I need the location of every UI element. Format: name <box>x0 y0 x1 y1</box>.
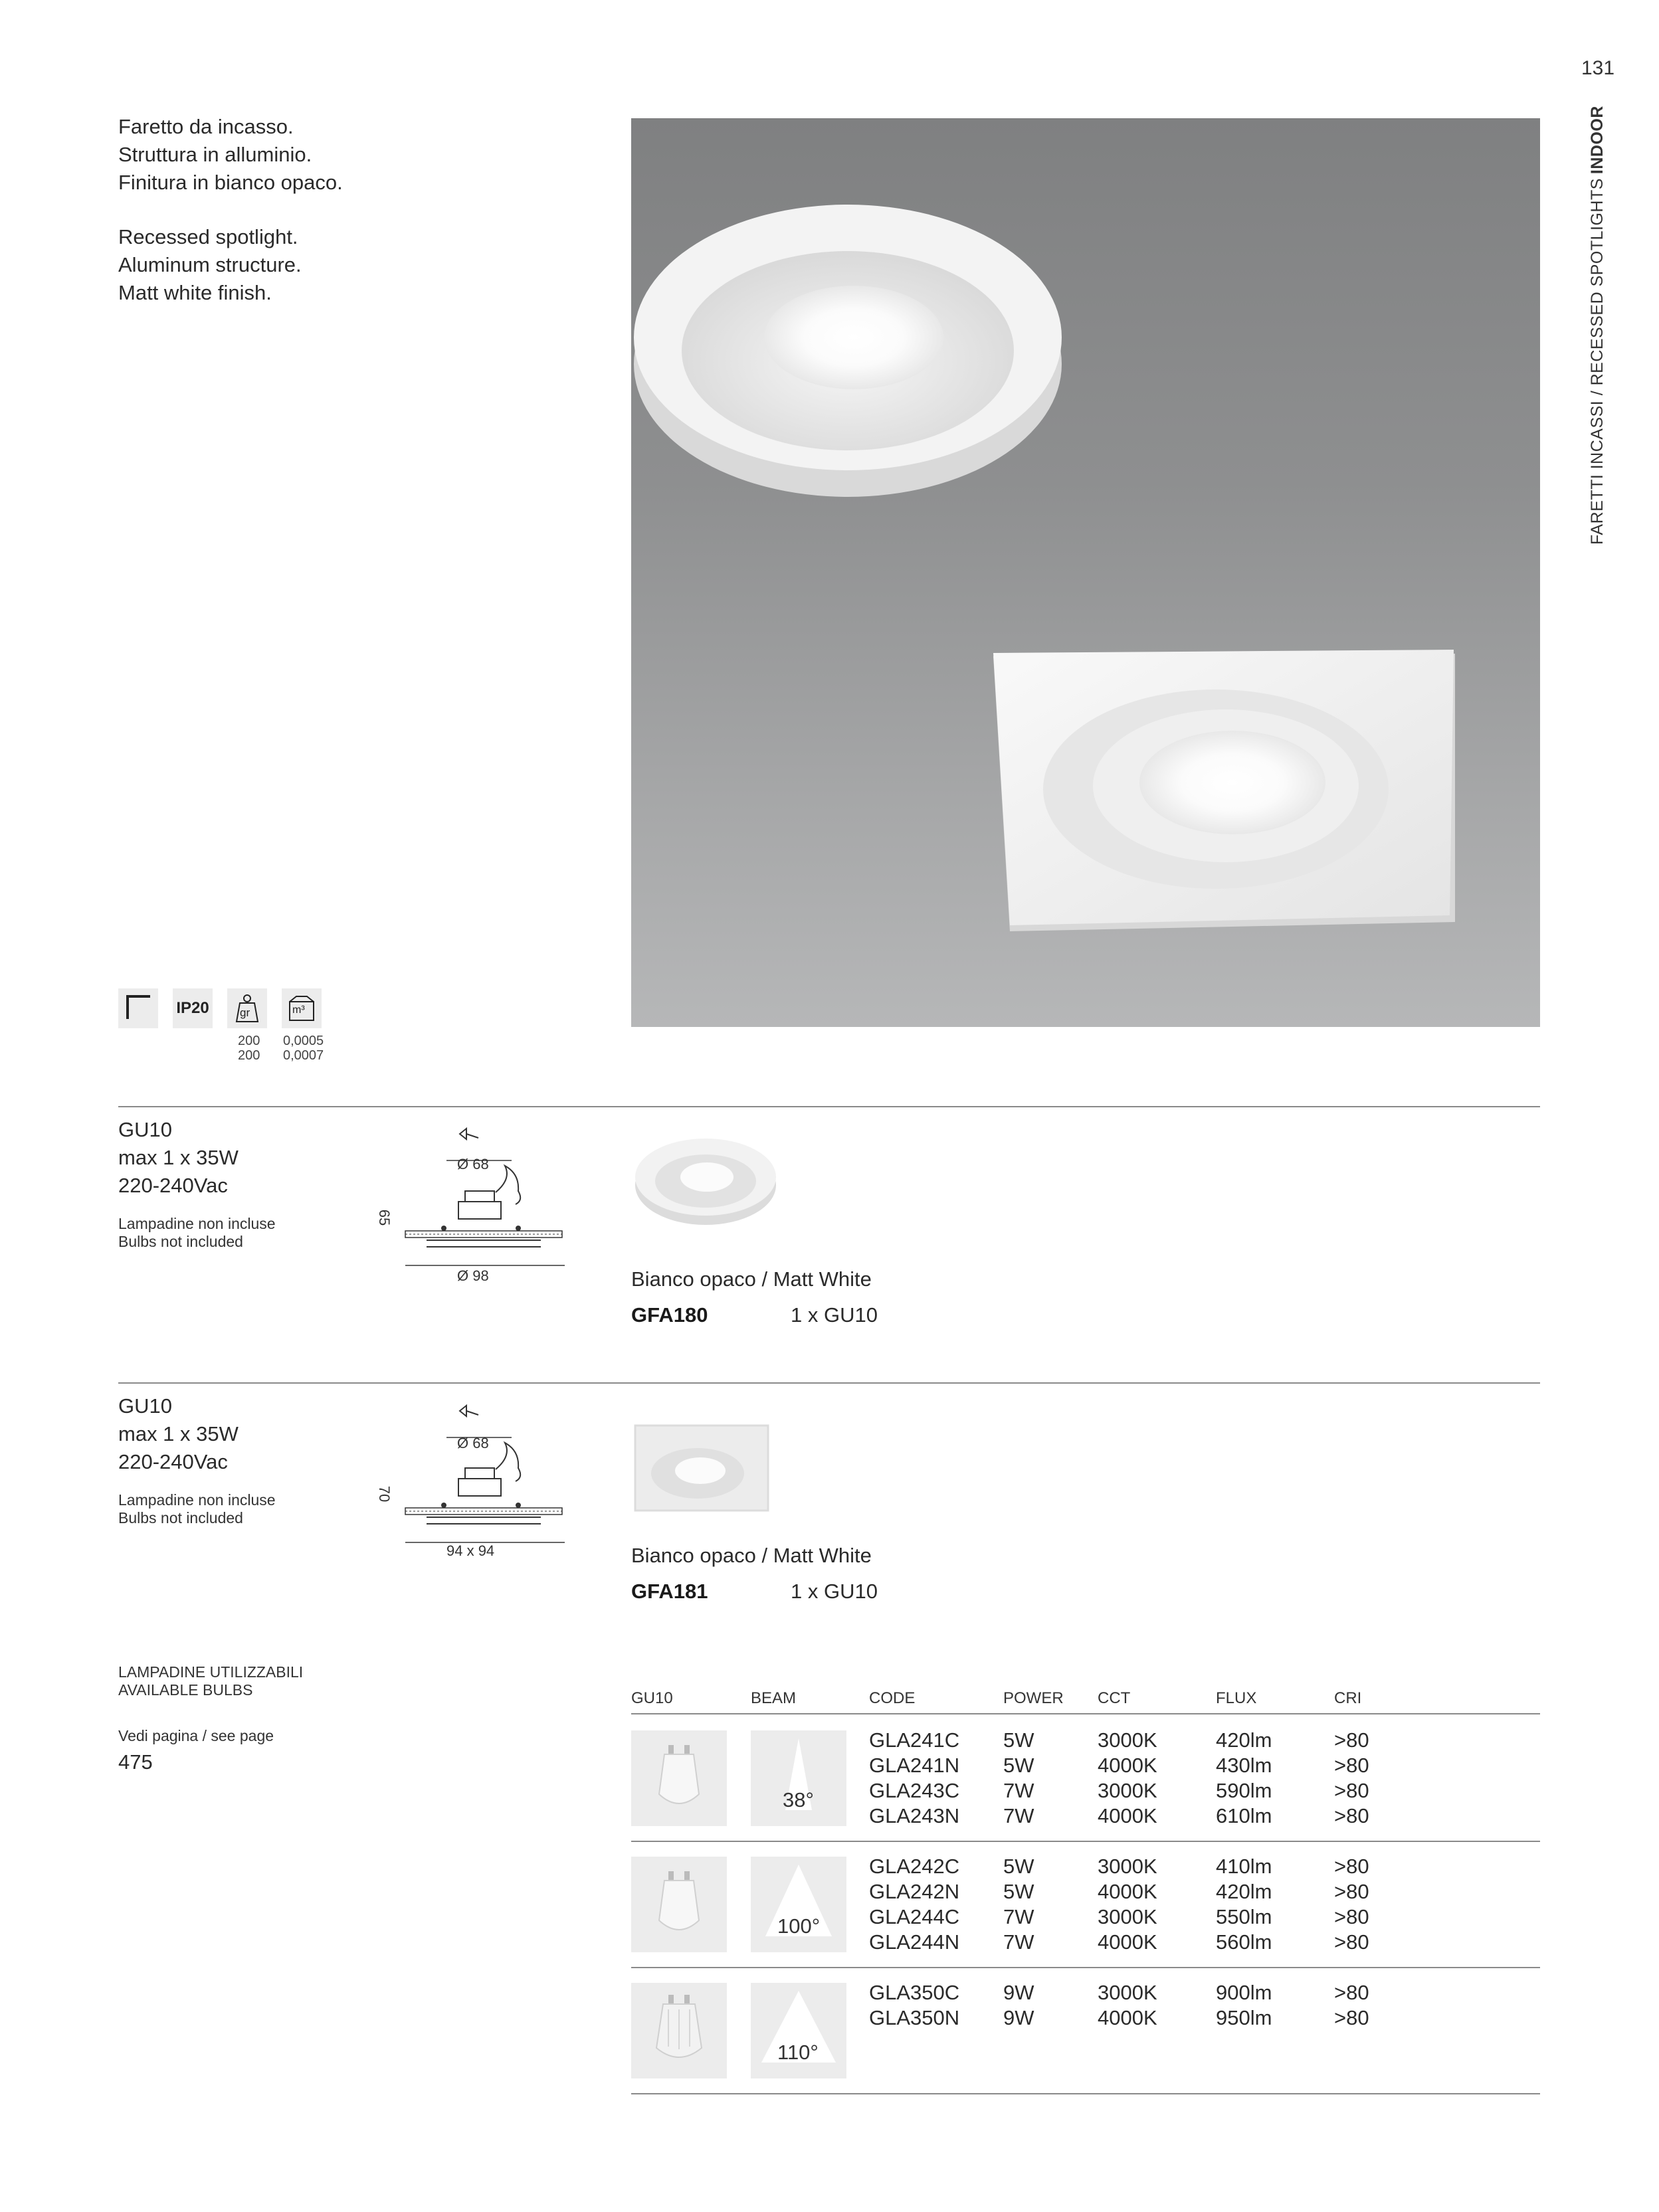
technical-drawing <box>379 1126 591 1285</box>
bulb-image <box>631 1730 727 1826</box>
bulb-power: 5W <box>1003 1880 1034 1903</box>
bulb-code: GLA243N <box>869 1804 960 1827</box>
product-description <box>118 113 343 307</box>
beam-angle-label: 110° <box>777 2041 819 2064</box>
side-tab-section: INDOOR <box>1588 106 1607 175</box>
dim-height: 70 <box>376 1485 393 1503</box>
bulb-cct: 3000K <box>1098 1728 1157 1752</box>
lamp-quantity: 1 x GU10 <box>791 1303 878 1327</box>
socket-type: GU10 <box>118 1118 172 1141</box>
bulb-code: GLA350N <box>869 2006 960 2029</box>
bulb-cct: 4000K <box>1098 1930 1157 1954</box>
col-header-beam: BEAM <box>751 1689 797 1707</box>
bulb-flux: 550lm <box>1216 1905 1272 1928</box>
finish-label: Bianco opaco / Matt White <box>631 1544 872 1567</box>
max-power: max 1 x 35W <box>118 1146 239 1169</box>
bulb-code: GLA242N <box>869 1880 960 1903</box>
bulb-code: GLA244C <box>869 1905 960 1928</box>
bulb-cct: 3000K <box>1098 1779 1157 1802</box>
bulb-flux: 610lm <box>1216 1804 1272 1827</box>
bulb-flux: 590lm <box>1216 1779 1272 1802</box>
product-code: GFA181 <box>631 1580 708 1603</box>
bulb-code: GLA244N <box>869 1930 960 1954</box>
desc-en-line: Aluminum structure. <box>118 253 302 276</box>
volume-value: 0,0005 <box>283 1034 324 1048</box>
product-hero-photo <box>631 118 1540 1027</box>
table-row-divider <box>631 1841 1540 1842</box>
section-side-tab <box>1588 80 1617 545</box>
bulb-flux: 420lm <box>1216 1880 1272 1903</box>
col-header-gu10: GU10 <box>631 1689 673 1707</box>
section-divider <box>118 1106 1540 1107</box>
dim-bottom: 94 x 94 <box>446 1542 495 1559</box>
product-thumbnail-square <box>631 1422 773 1515</box>
bulb-powers <box>1003 1980 1034 2031</box>
side-tab-category: FARETTI INCASSI / RECESSED SPOTLIGHTS <box>1588 178 1607 545</box>
bulbs-title-en: AVAILABLE BULBS <box>118 1681 253 1699</box>
bulb-cri: >80 <box>1334 1728 1369 1752</box>
bulb-flux: 950lm <box>1216 2006 1272 2029</box>
bulb-ccts <box>1098 1728 1157 1829</box>
weight-icon-label: gr <box>240 1006 250 1019</box>
page-number: 131 <box>1581 57 1615 79</box>
desc-it-line: Struttura in alluminio. <box>118 143 312 166</box>
table-row-divider <box>631 1967 1540 1968</box>
volume-icon <box>282 988 322 1028</box>
bulbs-title-it: LAMPADINE UTILIZZABILI <box>118 1663 304 1681</box>
bulb-fluxes <box>1216 1980 1272 2031</box>
bulb-cct: 3000K <box>1098 1855 1157 1878</box>
weight-icon <box>227 988 267 1028</box>
weight-value: 200 <box>238 1048 260 1063</box>
bulb-powers <box>1003 1728 1034 1829</box>
bulbs-section-title <box>118 1663 303 1699</box>
bulb-note <box>118 1491 276 1527</box>
bulb-power: 7W <box>1003 1930 1034 1954</box>
weight-value: 200 <box>238 1034 260 1048</box>
bulb-cri: >80 <box>1334 1779 1369 1802</box>
dim-bottom: Ø 98 <box>457 1267 489 1284</box>
bulb-code: GLA241C <box>869 1728 960 1752</box>
voltage: 220-240Vac <box>118 1450 228 1473</box>
dim-top: Ø 68 <box>457 1435 489 1451</box>
ip-rating-badge <box>173 988 213 1028</box>
bulb-note-en: Bulbs not included <box>118 1233 243 1250</box>
bulb-codes <box>869 1854 959 1955</box>
bulb-note <box>118 1215 276 1251</box>
bulb-flux: 430lm <box>1216 1754 1272 1777</box>
bulb-ccts <box>1098 1854 1157 1955</box>
col-header-cri: CRI <box>1334 1689 1362 1707</box>
bulb-cris <box>1334 1980 1369 2031</box>
col-header-power: POWER <box>1003 1689 1064 1707</box>
voltage: 220-240Vac <box>118 1174 228 1197</box>
bulb-cct: 3000K <box>1098 1981 1157 2004</box>
bulb-flux: 410lm <box>1216 1855 1272 1878</box>
desc-it-line: Finitura in bianco opaco. <box>118 171 343 194</box>
bulb-cct: 4000K <box>1098 1880 1157 1903</box>
product-code: GFA180 <box>631 1303 708 1327</box>
desc-it-line: Faretto da incasso. <box>118 115 294 138</box>
table-header-divider <box>631 1713 1540 1714</box>
bulb-fluxes <box>1216 1854 1272 1955</box>
bulb-fluxes <box>1216 1728 1272 1829</box>
bulb-cct: 3000K <box>1098 1905 1157 1928</box>
bulb-power: 9W <box>1003 1981 1034 2004</box>
bulb-note-it: Lampadine non incluse <box>118 1215 276 1232</box>
bulb-codes <box>869 1728 959 1829</box>
bulb-image <box>631 1983 727 2078</box>
bulb-code: GLA242C <box>869 1855 960 1878</box>
bulb-power: 5W <box>1003 1728 1034 1752</box>
bulb-flux: 420lm <box>1216 1728 1272 1752</box>
bulb-cri: >80 <box>1334 1754 1369 1777</box>
table-row-divider <box>631 2093 1540 2094</box>
bulb-code: GLA243C <box>869 1779 960 1802</box>
see-page-label: Vedi pagina / see page <box>118 1727 274 1744</box>
bulb-note-en: Bulbs not included <box>118 1509 243 1526</box>
dim-top: Ø 68 <box>457 1156 489 1172</box>
socket-type: GU10 <box>118 1394 172 1418</box>
beam-angle-label: 100° <box>777 1914 821 1938</box>
bulb-cri: >80 <box>1334 2006 1369 2029</box>
bulb-power: 7W <box>1003 1905 1034 1928</box>
bulb-cri: >80 <box>1334 1905 1369 1928</box>
volume-value: 0,0007 <box>283 1048 324 1063</box>
bulb-power: 9W <box>1003 2006 1034 2029</box>
bulb-cris <box>1334 1854 1369 1955</box>
bulb-cri: >80 <box>1334 1880 1369 1903</box>
bulb-power: 7W <box>1003 1804 1034 1827</box>
see-page-number: 475 <box>118 1750 153 1774</box>
bulb-flux: 900lm <box>1216 1981 1272 2004</box>
bulb-cri: >80 <box>1334 1855 1369 1878</box>
product-specs <box>118 1116 239 1200</box>
bulb-cri: >80 <box>1334 1981 1369 2004</box>
bulb-power: 5W <box>1003 1855 1034 1878</box>
bulb-cct: 4000K <box>1098 2006 1157 2029</box>
bulb-code: GLA241N <box>869 1754 960 1777</box>
bulb-ccts <box>1098 1980 1157 2031</box>
bulb-powers <box>1003 1854 1034 1955</box>
bulb-cct: 4000K <box>1098 1804 1157 1827</box>
recessed-install-icon <box>118 988 158 1028</box>
bulb-flux: 560lm <box>1216 1930 1272 1954</box>
technical-drawing <box>379 1403 591 1562</box>
volume-icon-label: m³ <box>292 1004 305 1016</box>
lamp-quantity: 1 x GU10 <box>791 1580 878 1603</box>
bulb-cri: >80 <box>1334 1804 1369 1827</box>
desc-en-line: Recessed spotlight. <box>118 225 298 248</box>
bulb-power: 5W <box>1003 1754 1034 1777</box>
col-header-flux: FLUX <box>1216 1689 1257 1707</box>
product-specs <box>118 1392 239 1476</box>
col-header-cct: CCT <box>1098 1689 1131 1707</box>
max-power: max 1 x 35W <box>118 1422 239 1445</box>
finish-label: Bianco opaco / Matt White <box>631 1267 872 1291</box>
col-header-code: CODE <box>869 1689 916 1707</box>
beam-angle-label: 38° <box>783 1788 814 1811</box>
bulb-power: 7W <box>1003 1779 1034 1802</box>
bulb-cris <box>1334 1728 1369 1829</box>
bulb-cri: >80 <box>1334 1930 1369 1954</box>
section-divider <box>118 1382 1540 1384</box>
ip-rating-text: IP20 <box>176 999 209 1017</box>
dim-height: 65 <box>376 1209 393 1226</box>
bulb-code: GLA350C <box>869 1981 960 2004</box>
desc-en-line: Matt white finish. <box>118 281 272 304</box>
bulb-note-it: Lampadine non incluse <box>118 1491 276 1509</box>
product-thumbnail-round <box>631 1129 780 1226</box>
bulb-image <box>631 1857 727 1952</box>
bulb-codes <box>869 1980 959 2031</box>
bulb-cct: 4000K <box>1098 1754 1157 1777</box>
